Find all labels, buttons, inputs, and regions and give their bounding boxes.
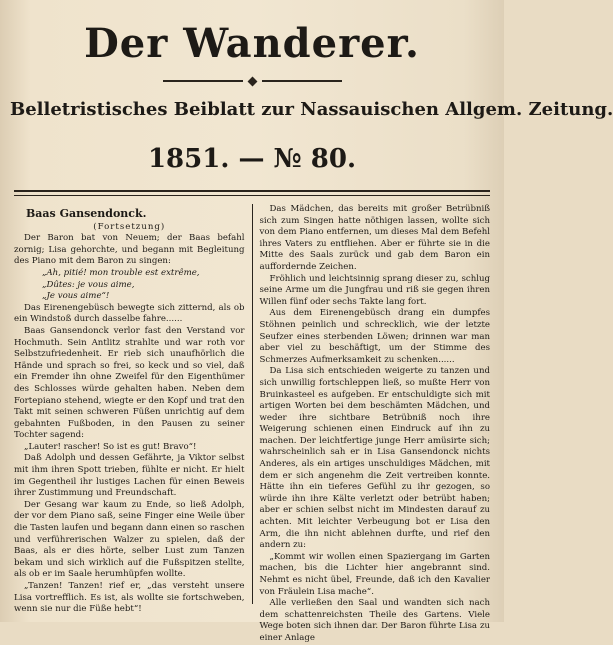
header-rule [14,190,490,196]
ornament-diamond-icon [247,76,257,86]
paragraph: Daß Adolph und dessen Gefährte, ja Viktor selbst mit ihm ihren Spott trieben, fühlte er nicht. Er hielt im Gegentheil ihr lustiges Lachen für einen Beweis ihrer Zustimmung und Freundschaft. [14,453,245,499]
paragraph: „Kommt wir wollen einen Spaziergang im Garten machen, bis die Lichter hier angebrannt sind. Nehmt es nicht übel, Freunde, daß ich den Kavalier von Fräulein Lisa mache“. [259,551,491,597]
paragraph: Der Baron bat von Neuem; der Baas befahl zornig; Lisa gehorchte, und begann mit Begleitung des Piano mit dem Baron zu singen: [14,233,245,267]
issue-line [10,142,494,176]
article-columns [14,204,491,643]
paragraph: Das Eirenengebüsch bewegte sich zitternd, als ob ein Windstoß durch dasselbe fahre...... [14,302,245,325]
article-heading: Baas Gansendonck. [26,207,147,220]
verse-line: „Dûtes: je vous aime, [42,279,135,290]
ornament-line-right [262,80,342,82]
issue-dash: — [238,144,265,174]
paragraph: Baas Gansendonck verlor fast den Verstand vor Hochmuth. Sein Antlitz strahlte und war roth vor Selbstzufriedenheit. Er rieb sich unaufhörlich die Hände und sprach so frei, so keck und so viel, daß ein Fremder ihn ohne Zweifel für den Eigenthümer des Schlosses würde gehalten haben. Neben dem Fortepiano stehend, wiegte er den Kopf und trat den Takt mit seinen schweren Füßen unrichtig auf dem gebahnten Fußboden, in den Pausen zu seiner Tochter sagend: [14,325,245,441]
masthead-ornament [10,74,494,88]
right-column [259,204,491,643]
paragraph: Fröhlich und leichtsinnig sprang dieser zu, schlug seine Arme um die Jungfrau und riß sie gegen ihren Willen fünf oder sechs Takte lang fort. [259,273,491,307]
paragraph: Alle verließen den Saal und wandten sich nach dem schattenreichsten Theile des Gartens. Viele Wege boten sich ihnen dar. Der Baron führte Lisa zu einer Anlage [259,598,491,643]
left-column [14,204,245,615]
paragraph: „Tanzen! Tanzen! rief er, „das versteht unsere Lisa vortrefflich. Es ist, als wollte sie fortschweben, wenn sie nur die Füße hebt“! [14,581,245,615]
paragraph: Aus dem Eirenengebüsch drang ein dumpfes Stöhnen peinlich und schrecklich, wie der letzte Seufzer eines sterbenden Löwen; drinnen war man aber viel zu beschäftigt, um der Stimme des Schmerzes Aufmerksamkeit zu schenken...... [259,308,491,365]
paragraph: Der Gesang war kaum zu Ende, so ließ Adolph, der vor dem Piano saß, seine Finger eine Weile über die Tasten laufen und begann dann einen so raschen und verführerischen Walzer zu spielen, daß der Baas, als er dies hörte, selber Lust zum Tanzen bekam und sich wirklich auf die Fußspitzen stellte, als ob er im Saale herumhüpfen wollte. [14,499,245,580]
paragraph: „Lauter! rascher! So ist es gut! Bravo“! [24,441,197,452]
verse-line: „Ah, pitié! mon trouble est extrême, [42,267,200,278]
continued-note: (Fortsetzung) [93,221,166,232]
subtitle: Belletristisches Beiblatt zur Nassauischen Allgem. Zeitung. [10,99,613,120]
issue-number: № 80. [273,144,357,174]
column-divider [252,204,253,604]
ornament-line-left [163,80,243,82]
paragraph: Da Lisa sich entschieden weigerte zu tanzen und sich unwillig fortschleppen ließ, so mußte Herr von Bruinkasteel es aufgeben. Er entschuldigte sich mit artigen Worten bei dem beschämten Mädchen, und weder ihre sichtbare Betrübniß noch ihre Weigerung schienen einen Eindruck auf ihn zu machen. Der leichtfertige junge Herr amüsirte sich; wahrscheinlich sah er in Lisa Gansendonck nichts Anderes, als ein artiges unschuldiges Mädchen, mit dem er sich angenehm die Zeit vertreiben konnte. Hätte ihn ein tieferes Gefühl zu ihr gezogen, so würde ihn ihre Kälte verletzt oder betrübt haben; aber er schien selbst nicht im Mindesten darauf zu achten. Mit leichter Verbeugung bot er Lisa den Arm, die ihn nicht ablehnen durfte, und rief den andern zu: [259,366,491,551]
verse-line: „Je vous aime“! [42,291,110,302]
paragraph: Das Mädchen, das bereits mit großer Betrübniß sich zum Singen hatte nöthigen lassen, wollte sich von dem Piano entfernen, um dieses Mal dem Befehl ihres Vaters zu entfliehen. Aber er führte sie in die Mitte des Saals zurück und gab dem Baron ein auffordernde Zeichen. [259,204,491,272]
issue-year: 1851. [147,144,230,174]
masthead-title: Der Wanderer. [84,20,420,67]
